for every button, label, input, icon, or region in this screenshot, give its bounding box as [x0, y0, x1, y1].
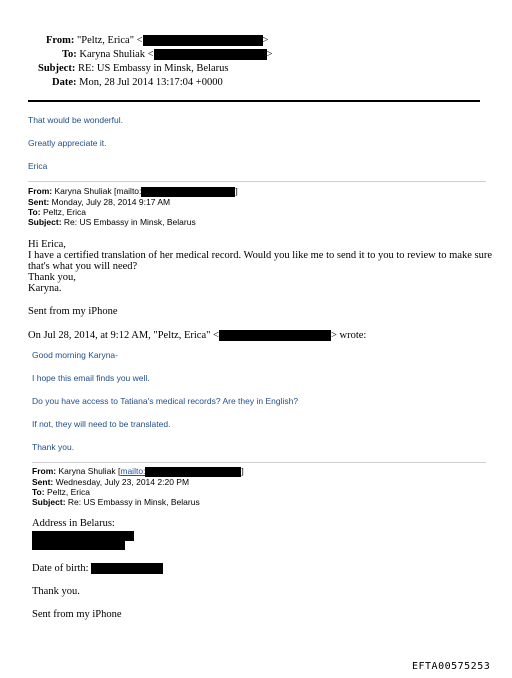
- msg3-address-label: Address in Belarus:: [32, 518, 115, 529]
- message-divider: [32, 462, 486, 463]
- msg3-to-row: [32, 487, 90, 497]
- redaction-block: [145, 466, 244, 477]
- header-subject-value: RE: US Embassy in Minsk, Belarus: [77, 63, 229, 74]
- msg3-dob-row: [32, 563, 163, 575]
- redaction-block: [91, 563, 163, 574]
- header-from-value: "Peltz, Erica" <: [77, 35, 143, 46]
- msg2-subject-row: [28, 217, 196, 227]
- msg3-sent-from: Sent from my iPhone: [32, 609, 122, 620]
- document-id: EFTA00575253: [412, 661, 491, 672]
- header-to-row: [62, 48, 273, 61]
- msg3-mailto-link[interactable]: mailto:: [120, 466, 146, 476]
- header-to-value: Karyna Shuliak <: [79, 49, 154, 60]
- reply-line: Greatly appreciate it.: [28, 138, 107, 148]
- header-to-label: To:: [62, 49, 77, 60]
- header-from-row: [46, 34, 268, 47]
- quoted-line: Do you have access to Tatiana's medical records? Are they in English?: [32, 396, 299, 406]
- msg3-dob-label: Date of birth:: [32, 563, 89, 574]
- msg3-from-value: Karyna Shuliak [: [58, 466, 121, 476]
- msg2-sent-label: Sent:: [28, 197, 50, 207]
- msg2-sent-row: [28, 197, 170, 207]
- header-subject-label: Subject:: [38, 63, 76, 74]
- header-divider: [28, 100, 480, 102]
- reply-line: That would be wonderful.: [28, 115, 123, 125]
- msg3-to-label: To:: [32, 487, 45, 497]
- quoted-line: I hope this email finds you well.: [32, 373, 150, 383]
- msg2-from-row: [28, 186, 238, 197]
- redaction-block: [143, 35, 263, 46]
- msg3-subject-row: [32, 497, 200, 507]
- msg2-from-value: Karyna Shuliak [mailto:: [54, 186, 142, 196]
- msg2-to-label: To:: [28, 207, 41, 217]
- quoted-line: Good morning Karyna-: [32, 350, 118, 360]
- msg2-body-line: that's what you will need?: [28, 261, 138, 272]
- msg3-from-close: ]: [241, 466, 244, 476]
- msg2-to-value: Peltz, Erica: [42, 207, 86, 217]
- msg2-sent-from: Sent from my iPhone: [28, 306, 118, 317]
- redaction-block: [219, 330, 331, 341]
- msg2-greeting: Hi Erica,: [28, 239, 66, 250]
- msg3-thank-you: Thank you.: [32, 586, 80, 597]
- msg3-from-row: [32, 466, 244, 477]
- redaction-block: [141, 186, 238, 197]
- header-date-row: [52, 76, 223, 89]
- quote-intro-row: [28, 330, 366, 342]
- header-date-label: Date:: [52, 77, 77, 88]
- reply-signature: Erica: [28, 161, 48, 171]
- msg3-subject-value: Re: US Embassy in Minsk, Belarus: [67, 497, 200, 507]
- quote-intro: On Jul 28, 2014, at 9:12 AM, "Peltz, Erica" <: [28, 330, 219, 341]
- header-date-value: Mon, 28 Jul 2014 13:17:04 +0000: [79, 77, 223, 88]
- msg2-body-line: I have a certified translation of her medical record. Would you like me to send it to you to review to make sure: [28, 250, 493, 261]
- msg2-subject-label: Subject:: [28, 217, 62, 227]
- msg3-from-label: From:: [32, 466, 57, 476]
- redaction-block: [32, 540, 125, 550]
- msg2-thanks: Thank you,: [28, 272, 76, 283]
- header-to-close: >: [266, 49, 273, 60]
- redaction-block: [154, 49, 267, 60]
- msg3-subject-label: Subject:: [32, 497, 66, 507]
- msg2-signature: Karyna.: [28, 283, 62, 294]
- msg3-sent-label: Sent:: [32, 477, 54, 487]
- msg2-from-close: ]: [235, 186, 238, 196]
- header-from-label: From:: [46, 35, 75, 46]
- msg2-from-label: From:: [28, 186, 53, 196]
- header-from-close: >: [262, 35, 269, 46]
- quote-wrote: > wrote:: [330, 330, 367, 341]
- quoted-line: If not, they will need to be translated.: [32, 419, 171, 429]
- msg2-to-row: [28, 207, 86, 217]
- msg3-sent-row: [32, 477, 189, 487]
- msg2-sent-value: Monday, July 28, 2014 9:17 AM: [51, 197, 171, 207]
- msg2-subject-value: Re: US Embassy in Minsk, Belarus: [63, 217, 196, 227]
- message-divider: [28, 181, 486, 182]
- msg3-to-value: Peltz, Erica: [46, 487, 90, 497]
- header-subject-row: [38, 62, 228, 75]
- msg3-sent-value: Wednesday, July 23, 2014 2:20 PM: [55, 477, 190, 487]
- quoted-line: Thank you.: [32, 442, 75, 452]
